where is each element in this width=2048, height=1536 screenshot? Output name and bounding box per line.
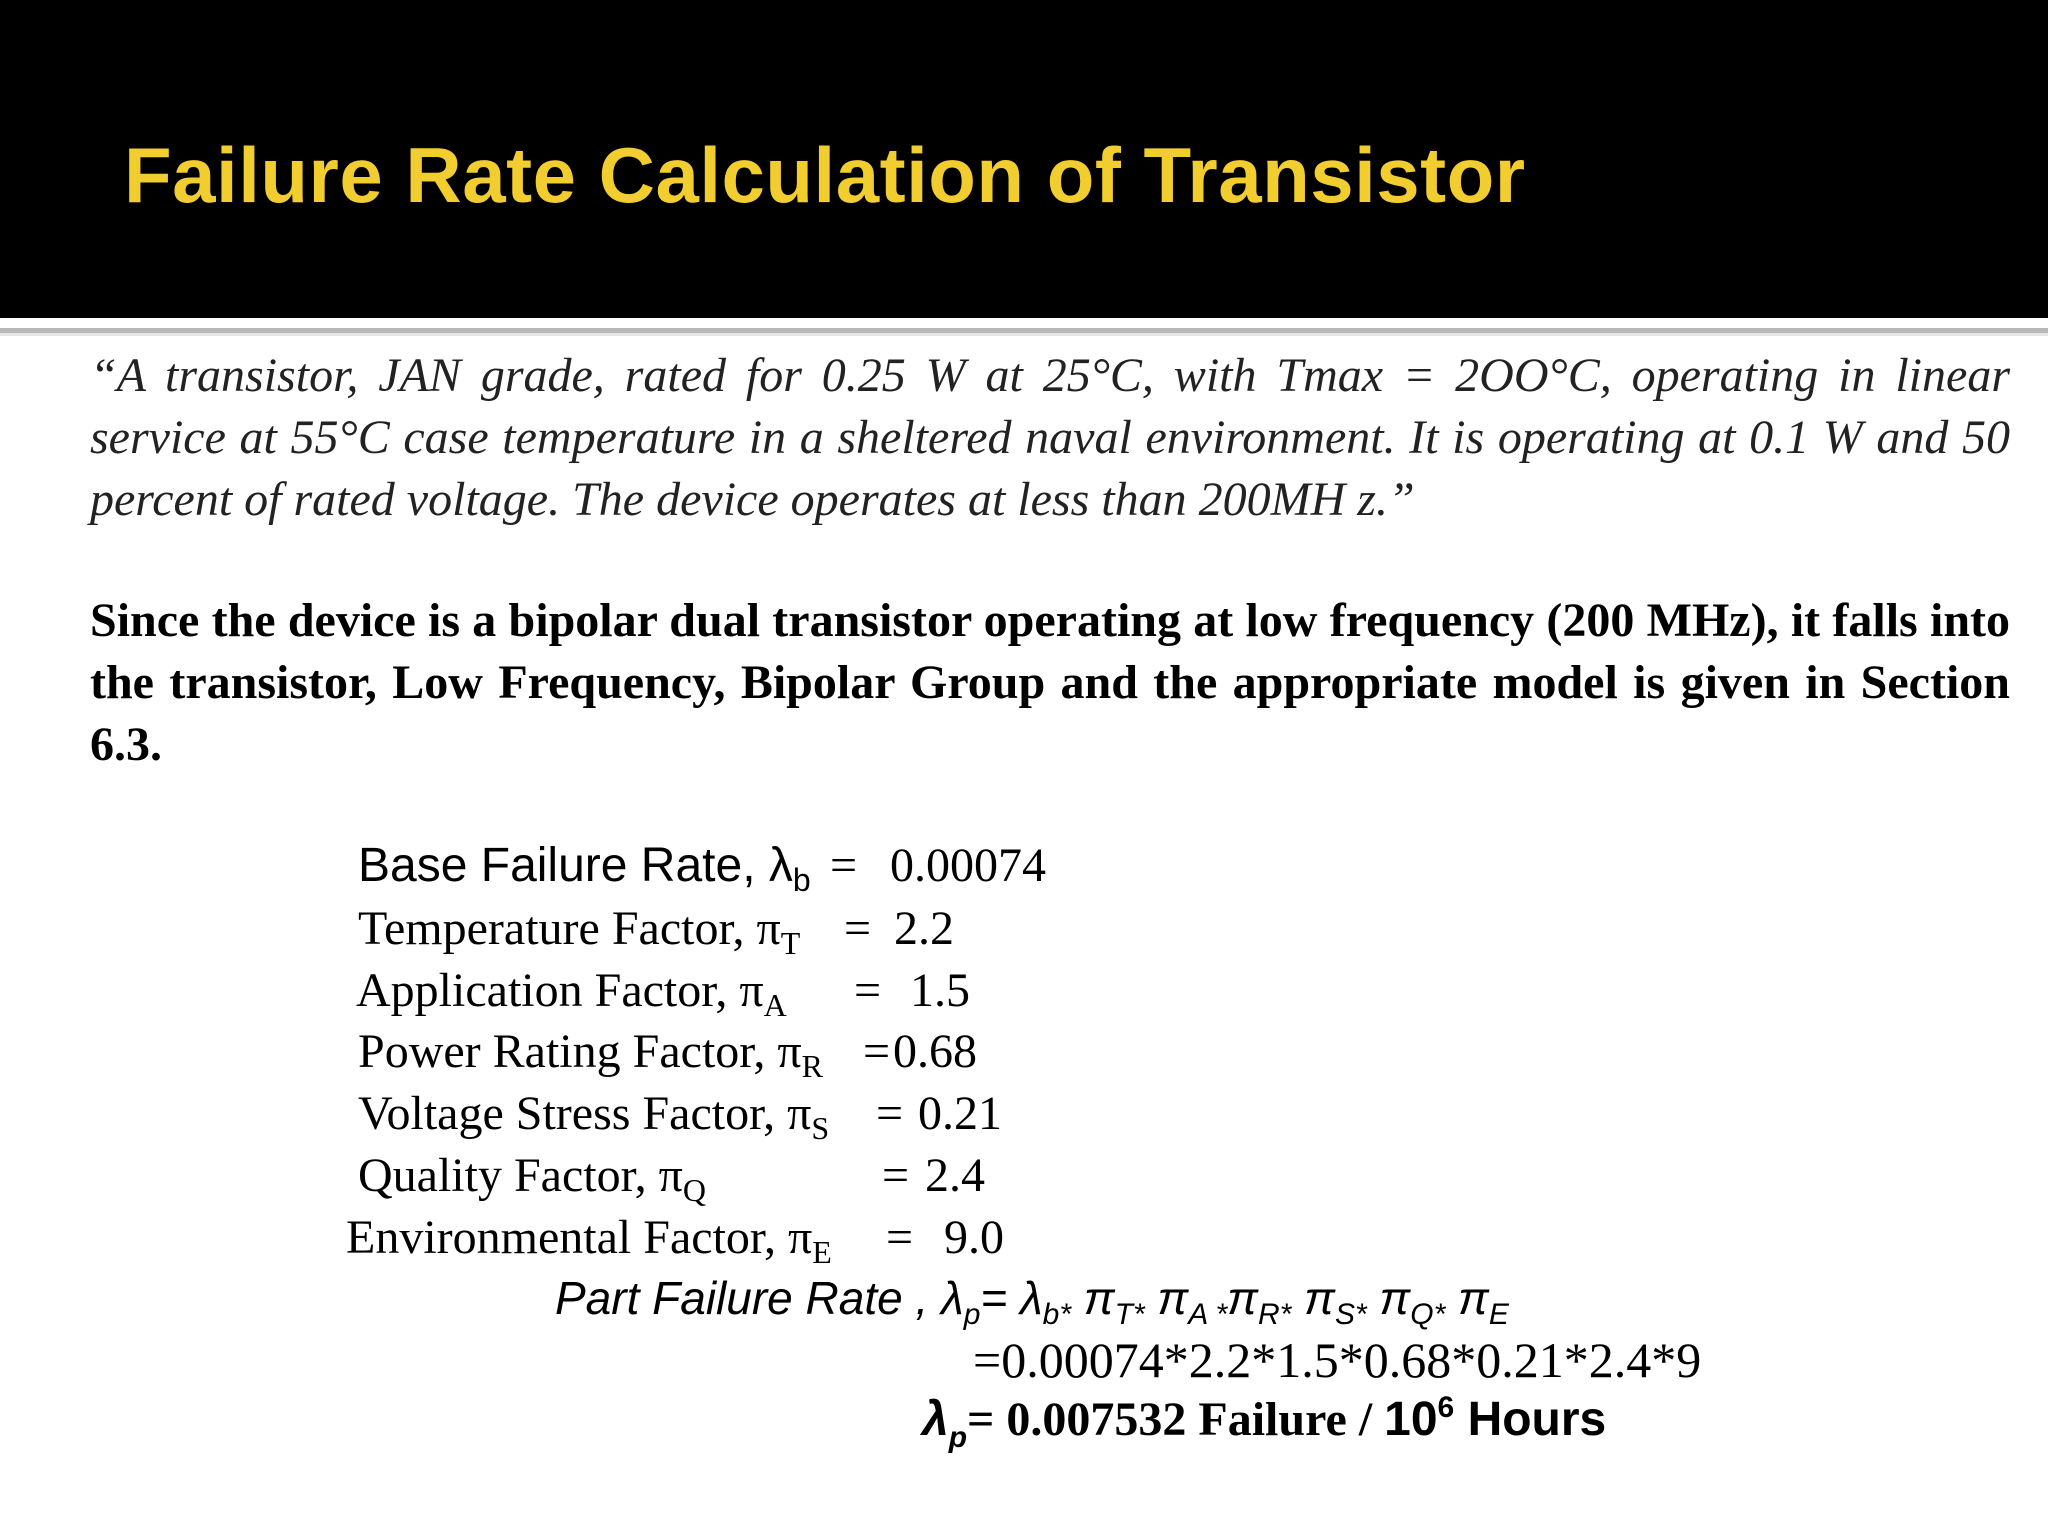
factor-value: 2.2 [894, 902, 954, 955]
factor-row-voltage-stress [358, 1086, 1002, 1146]
formula-term: $\pi_{T*}$ [1071, 1272, 1145, 1331]
factor-label: Voltage Stress Factor, $\pi_S$ [358, 1087, 830, 1146]
formula-term: $\pi_{R*}$ [1227, 1272, 1292, 1331]
equals-sign: = [886, 1211, 914, 1264]
formula-term: $\pi_E$ [1445, 1272, 1509, 1331]
formula-term: $\pi_{S*}$ [1291, 1272, 1367, 1331]
factor-value: 0.21 [918, 1087, 1002, 1140]
result-subscript: p [948, 1421, 968, 1454]
formula-term: = $\lambda_{b*}$ [980, 1272, 1072, 1331]
factor-row-environmental [346, 1210, 1004, 1270]
equals-sign: = [882, 1149, 910, 1202]
factor-row-base-failure-rate [358, 838, 1046, 898]
equals-sign: = [830, 839, 858, 892]
factor-label: Temperature Factor, $\pi_T$ [358, 902, 801, 961]
factor-value: 0.68 [893, 1025, 977, 1078]
factor-label: Application Factor, $\pi_A$ [356, 964, 787, 1023]
factor-label: Quality Factor, $\pi_Q$ [358, 1149, 707, 1208]
final-result [922, 1391, 1607, 1454]
result-symbol: λ [922, 1393, 949, 1446]
equals-sign: = [844, 902, 872, 955]
part-failure-rate-formula [555, 1270, 1509, 1331]
factor-label: Base Failure Rate, $\lambda_b$ [358, 839, 811, 898]
factor-value: 0.00074 [890, 839, 1046, 892]
factor-value: 1.5 [910, 964, 970, 1017]
formula-term: $\pi_{Q*}$ [1366, 1272, 1446, 1331]
formula-term: $\pi_{A *}$ [1144, 1272, 1228, 1331]
factor-label: Environmental Factor, $\pi_E$ [346, 1211, 832, 1270]
divider-gap [0, 318, 2048, 328]
factor-row-power-rating [358, 1024, 977, 1084]
result-value: = 0.007532 Failure / [967, 1393, 1385, 1446]
factor-value: 2.4 [925, 1149, 985, 1202]
equals-sign: = [854, 964, 882, 1017]
problem-statement: “A transistor, JAN grade, rated for 0.25 W at 25°C, with Tmax = 2OO°C, operating in linear service at 55°C case temperature in a sheltered naval environment. It is operating at 0.1 W and 50 percent of rated voltage. The device operates at less than 200MH z.” [90, 349, 2010, 526]
slide-title: Failure Rate Calculation of Transistor [124, 131, 1526, 219]
factor-label: Power Rating Factor, $\pi_R$ [358, 1025, 823, 1084]
factor-row-quality [358, 1148, 985, 1208]
factor-value: 9.0 [944, 1211, 1004, 1264]
divider-shadow [0, 333, 2048, 336]
factor-row-temperature [358, 901, 954, 961]
factor-row-application [356, 963, 970, 1023]
calculation-line: =0.00074*2.2*1.5*0.68*0.21*2.4*9 [973, 1332, 1702, 1388]
title-bar [0, 0, 2048, 318]
formula-label: Part Failure Rate , $\lambda_p$ [555, 1272, 981, 1331]
result-unit: $10^6$ Hours [1384, 1391, 1607, 1446]
explanation-paragraph: Since the device is a bipolar dual transistor operating at low frequency (200 MHz), it falls into the transistor, Low Frequency, Bipolar Group and the appropriate model is given in Section 6.3. [90, 594, 2010, 771]
equals-sign: = [876, 1087, 904, 1140]
equals-sign: = [863, 1025, 891, 1078]
